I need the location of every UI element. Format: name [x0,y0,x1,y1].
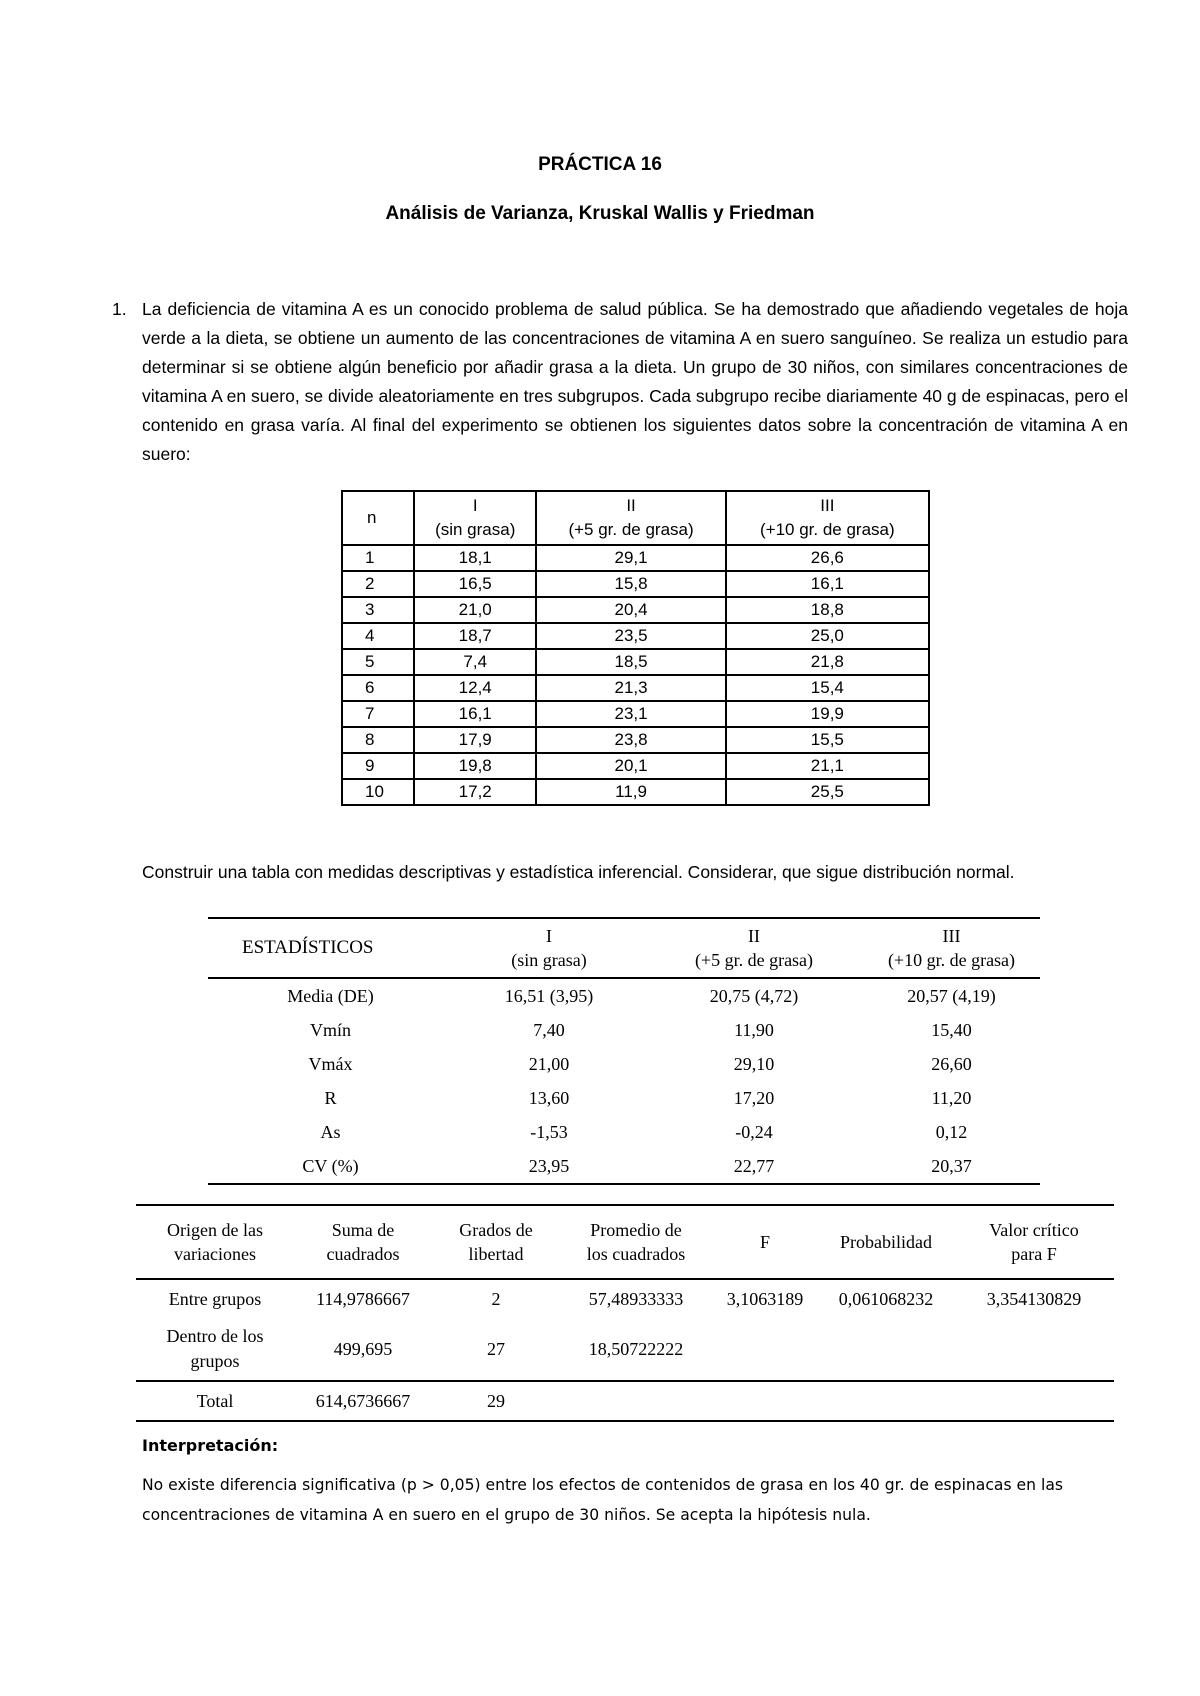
anova-cell-fcrit [954,1318,1114,1381]
data-row-label: 9 [342,753,414,779]
data-row [342,727,929,753]
stats-row [208,1013,1040,1047]
stats-row-value: 20,57 (4,19) [907,985,996,1006]
stats-header-sublabel: (sin grasa) [511,950,587,970]
data-row [342,753,929,779]
data-header-label: II [626,496,636,515]
data-row-value: 25,5 [726,779,929,805]
anova-header-f: F [712,1205,818,1279]
data-row-value: 15,8 [536,571,725,597]
data-row-value: 17,9 [414,727,536,753]
stats-row-value: 20,37 [931,1155,972,1176]
anova-header-label: Suma de [331,1220,395,1240]
stats-row-value: 11,20 [931,1087,972,1108]
instruction-text: Construir una tabla con medidas descriptivas y estadística inferencial. Considerar, que sigue distribución normal. [142,862,1015,882]
anova-cell-p [818,1381,954,1421]
anova-cell-ms [560,1381,712,1421]
stats-row-value: 7,40 [533,1019,565,1040]
anova-cell-df: 2 [491,1288,501,1309]
anova-header-sublabel: para F [1011,1244,1057,1264]
data-row [342,545,929,571]
stats-header-label: II [748,926,760,946]
data-header-n [342,491,414,545]
anova-row-within [136,1318,1114,1381]
stats-row-value: 21,00 [528,1053,570,1074]
data-row-value: 25,0 [726,623,929,649]
data-header-group-1 [414,491,536,545]
interpretation-heading: Interpretación: [142,1436,279,1455]
data-row-value: 21,3 [536,675,725,701]
anova-row-between [136,1279,1114,1318]
data-row [342,623,929,649]
data-row-value: 18,1 [414,545,536,571]
stats-row-value: 17,20 [733,1087,775,1108]
anova-cell-fcrit: 3,354130829 [986,1288,1082,1309]
stats-row-value: 20,75 (4,72) [709,985,799,1006]
stats-row [208,978,1040,1013]
stats-row-label: Vmáx [308,1053,353,1074]
data-row-label: 7 [342,701,414,727]
data-row-value: 11,9 [536,779,725,805]
anova-cell-origin [136,1318,294,1381]
anova-header-sublabel: variaciones [174,1244,256,1264]
data-row-value: 15,5 [726,727,929,753]
data-row-value: 23,1 [536,701,725,727]
data-row [342,779,929,805]
stats-row-value: 16,51 (3,95) [504,985,594,1006]
anova-header-origin [136,1205,294,1279]
data-header-sublabel: (+10 gr. de grasa) [760,520,895,539]
anova-cell-f [712,1318,818,1381]
anova-cell-origin: Total [136,1381,294,1421]
stats-row-label: Vmín [309,1019,351,1040]
page-subtitle: Análisis de Varianza, Kruskal Wallis y Friedman [385,203,815,224]
data-row-value: 18,7 [414,623,536,649]
data-header-group-3 [726,491,929,545]
data-row-value: 19,8 [414,753,536,779]
data-row-label: 6 [342,675,414,701]
anova-origin-line: grupos [190,1351,240,1371]
stats-header-group-2 [645,918,863,978]
anova-cell-ss: 499,695 [333,1338,393,1359]
stats-row-value: 0,12 [935,1121,968,1142]
anova-header-label: Valor crítico [989,1220,1079,1240]
anova-header-label: Grados de [459,1220,533,1240]
anova-header-sublabel: libertad [468,1244,524,1264]
data-header-group-2 [536,491,725,545]
data-row-value: 20,4 [536,597,725,623]
anova-header-label: Origen de las [167,1220,263,1240]
data-header-label: n [367,508,377,527]
stats-row-label: Media (DE) [287,985,374,1006]
data-row-value: 18,8 [726,597,929,623]
stats-table [208,917,1040,1185]
anova-header-sublabel: cuadrados [326,1244,400,1264]
data-row-value: 20,1 [536,753,725,779]
stats-row [208,1115,1040,1149]
problem-text: La deficiencia de vitamina A es un conocido problema de salud pública. Se ha demostrado que añadiendo vegetales de hoja verde a la dieta, se obtiene un aumento de las concentraciones de vitamina A en suero sanguíneo. Se realiza un estudio para determinar si se obtiene algún beneficio por añadir grasa a la dieta. Un grupo de 30 niños, con similares concentraciones de vitamina A en suero, se divide aleatoriamente en tres subgrupos. Cada subgrupo recibe diariamente 40 g de espinacas, pero el contenido en grasa varía. Al final del experimento se obtienen los siguientes datos sobre la concentración de vitamina A en suero: [142,299,1128,464]
data-row-label: 1 [342,545,414,571]
data-row-value: 21,8 [726,649,929,675]
anova-header-p: Probabilidad [818,1205,954,1279]
data-row-value: 19,9 [726,701,929,727]
stats-row-value: 15,40 [931,1019,972,1040]
data-header-label: III [820,496,835,515]
stats-row-value: 29,10 [733,1053,775,1074]
data-table [341,490,930,806]
anova-cell-df: 29 [432,1381,560,1421]
stats-row-label: CV (%) [302,1155,359,1176]
stats-header-label: ESTADÍSTICOS [208,918,453,978]
data-row-value: 21,1 [726,753,929,779]
data-row-value: 16,5 [414,571,536,597]
data-row [342,571,929,597]
data-row-label: 5 [342,649,414,675]
anova-cell-f [712,1381,818,1421]
data-row-value: 15,4 [726,675,929,701]
data-row-value: 18,5 [536,649,725,675]
stats-row [208,1081,1040,1115]
anova-header-ss [294,1205,432,1279]
data-row-value: 12,4 [414,675,536,701]
anova-cell-p [818,1318,954,1381]
data-row-value: 17,2 [414,779,536,805]
data-row-value: 16,1 [726,571,929,597]
data-row [342,597,929,623]
stats-row [208,1047,1040,1081]
stats-header-label: III [942,926,961,946]
stats-header-sublabel: (+5 gr. de grasa) [694,950,814,970]
interpretation-text: No existe diferencia significativa (p > 0,05) entre los efectos de contenidos de grasa en los 40 gr. de espinacas en las concentraciones de vitamina A en suero en el grupo de 30 niños. Se acepta la hipótesis nula. [142,1476,1064,1524]
data-row-value: 7,4 [414,649,536,675]
stats-row [208,1149,1040,1184]
data-header-label: I [472,496,478,515]
data-header-sublabel: (+5 gr. de grasa) [568,520,694,539]
anova-cell-df: 27 [487,1338,505,1359]
data-row-label: 8 [342,727,414,753]
anova-origin-line: Dentro de los [166,1326,264,1346]
anova-cell-ss: 114,9786667 [316,1288,410,1309]
data-row-value: 29,1 [536,545,725,571]
anova-cell-ss: 614,6736667 [294,1381,432,1421]
anova-header-ms [560,1205,712,1279]
stats-row-value: 22,77 [733,1155,775,1176]
data-row-label: 10 [342,779,414,805]
stats-row-value: 13,60 [528,1087,570,1108]
data-row [342,649,929,675]
stats-row-value: 11,90 [734,1019,774,1040]
stats-header-sublabel: (+10 gr. de grasa) [887,950,1016,970]
stats-row-value: 23,95 [528,1155,570,1176]
anova-cell-ms: 57,48933333 [588,1288,684,1309]
data-row-value: 23,5 [536,623,725,649]
data-row [342,701,929,727]
stats-row-value: -0,24 [735,1121,773,1142]
stats-header-label: I [546,926,552,946]
data-header-sublabel: (sin grasa) [435,520,516,539]
data-row-value: 26,6 [726,545,929,571]
stats-row-value: 26,60 [931,1053,972,1074]
anova-cell-p: 0,061068232 [838,1288,934,1309]
data-row-label: 2 [342,571,414,597]
data-row-label: 4 [342,623,414,649]
anova-cell-ms: 18,50722222 [588,1338,684,1359]
data-row-value: 23,8 [536,727,725,753]
stats-row-label: R [324,1087,337,1108]
data-row-label: 3 [342,597,414,623]
stats-row-label: As [320,1121,341,1142]
stats-header-group-1 [453,918,645,978]
page-title: PRÁCTICA 16 [538,154,662,175]
anova-header-sublabel: los cuadrados [586,1244,686,1264]
anova-table [136,1204,1114,1422]
stats-row-value: -1,53 [530,1121,568,1142]
anova-header-fcrit [954,1205,1114,1279]
data-row-value: 16,1 [414,701,536,727]
problem-number: 1. [112,299,127,319]
stats-header-group-3 [863,918,1040,978]
data-row [342,675,929,701]
anova-cell-origin: Entre grupos [168,1288,262,1309]
anova-header-label: Promedio de [590,1220,682,1240]
anova-cell-fcrit [954,1381,1114,1421]
anova-cell-f: 3,1063189 [726,1288,804,1309]
anova-header-df [432,1205,560,1279]
data-row-value: 21,0 [414,597,536,623]
anova-row-total [136,1381,1114,1421]
